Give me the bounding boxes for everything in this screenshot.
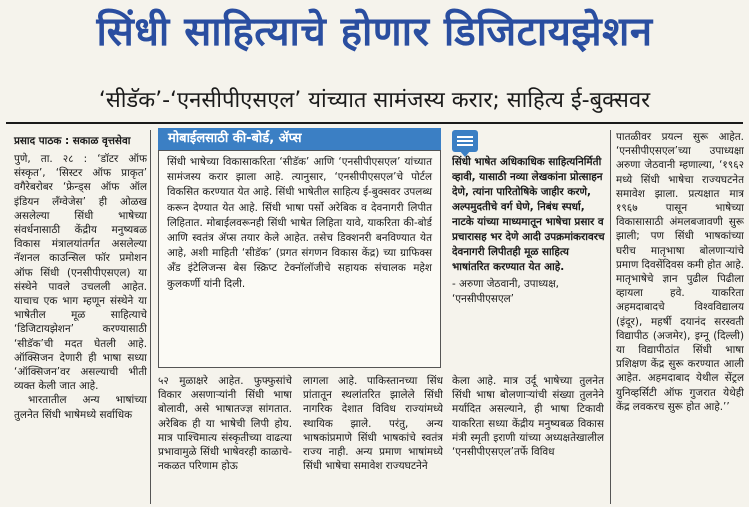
column-divider: [150, 130, 151, 504]
pull-quote-text: सिंधी भाषेत अधिकाधिक साहित्यनिर्मिती व्हावी, यासाठी नव्या लेखकांना प्रोत्साहन देणे, त्यांना पारितोषिके जाहीर करणे, अल्पमुदतीचे वर्ग घेणे, निबंध स्पर्धा, नाटके यांच्या माध्यमातून भाषेचा प्रसार व प्रचारासह भर देणे आदी उपक्रमांकरावरच देवनागरी लिपीतही मूळ साहित्य भाषांतरित करण्यात येत आहे.: [452, 156, 605, 273]
subheadline: ‘सीडॅक’-‘एनसीपीएसएल’ यांच्यात सामंजस्य करार; साहित्य ई-बुक्सवर: [98, 88, 651, 113]
byline: प्रसाद पाठक : सकाळ वृत्तसेवा: [14, 135, 131, 147]
column-1-paragraph-2: भारतातील अन्य भाषांच्या तुलनेत सिंधी भाषेमध्ये सर्वाधिक: [14, 394, 147, 421]
column-3-text: लागला आहे. पाकिस्तानच्या सिंध प्रांतातून स्थलांतरित झालेले सिंधी नागरिक देशात विविध राज्यांमध्ये स्थायिक झाले. परंतु, अन्य भाषकांप्रमाणे सिंधी भाषकांचे स्वतंत्र राज्य नाही. अन्य प्रमाण भाषांमध्ये सिंधी भाषेचा समावेश राज्यघटनेने: [303, 375, 443, 473]
headline-divider: [6, 122, 743, 124]
headline: सिंधी साहित्याचे होणार डिजिटायझेशन: [96, 9, 653, 55]
pull-quote-attribution: - अरुणा जेठवानी, उपाध्यक्ष, ‘एनसीपीएसएल’: [452, 278, 559, 305]
pull-quote: [452, 133, 606, 363]
column-3: [303, 374, 443, 504]
column-5: [616, 130, 744, 504]
column-1-paragraph-1: पुणे, ता. २८ : ‘डॉटर ऑफ संस्कृत’, ‘सिस्टर ऑफ प्राकृत’ वगैरेबरोबर ‘फ्रेन्ड्स ऑफ ऑल इंडियन लॅंग्वेजेस’ ही ओळख असलेल्या सिंधी भाषेच्या संवर्धनासाठी केंद्रीय मनुष्यबळ विकास मंत्रालयांतर्गत असलेल्या नॅशनल काउन्सिल फॉर प्रमोशन ऑफ सिंधी (एनसीपीएसएल) या संस्थेने पावले उचलली आहेत. याचाच एक भाग म्हणून संस्थेने या भाषेतील मूळ साहित्याचे ‘डिजिटायझेशन’ करण्यासाठी ‘सीडॅक’ची मदत घेतली आहे. ऑक्सिजन देणारी ही भाषा सध्या ‘ऑक्सिजन’वर असल्याची भीती व्यक्त केली जात आहे.: [14, 153, 147, 393]
column-2: [158, 374, 292, 504]
column-4: [452, 374, 604, 504]
column-2-text: ५२ मुळाक्षरे आहेत. फुफ्फुसांचे विकार असणाऱ्यांनी सिंधी भाषा बोलावी, असे भाषातज्ज्ञ सांगतात. अरेबिक ही या भाषेची लिपी होय. मात्र पाश्चिमात्य संस्कृतीच्या वाढत्या प्रभावामुळे सिंधी भाषेवरही काळाचे-नकळत परिणाम होऊ: [158, 375, 292, 473]
sidebar-box-title: मोबाईलसाठी की-बोर्ड, ॲप्स: [158, 128, 441, 150]
column-5-text: पातळीवर प्रयत्न सुरू आहेत. ‘एनसीपीएसएल’च्या उपाध्यक्षा अरुणा जेठवानी म्हणाल्या, ‘१९६२ मध्ये सिंधी भाषेचा राज्यघटनेत समावेश झाला. प्रत्यक्षात मात्र १९६७ पासून भाषेच्या विकासासाठी अंमलबजावणी सुरू झाली; पण सिंधी भाषकांच्या घरीच मातृभाषा बोलणाऱ्यांचे प्रमाण दिवसेंदिवस कमी होत आहे. मातृभाषेचे ज्ञान पुढील पिढीला व्हायला हवे. याकरिता अहमदाबादचे विश्‍वविद्यालय (इंदूर), महर्षी दयानंद सरस्वती विद्यापीठ (अजमेर), इग्नू (दिल्ली) या विद्यापीठांत सिंधी भाषा प्रशिक्षण केंद्र सुरू करण्यात आली आहेत. अहमदाबाद येथील सेंट्रल युनिव्हर्सिटी ऑफ गुजरात येथेही केंद्र लवकरच सुरू होत आहे.’’: [616, 131, 744, 413]
sidebar-box-body: सिंधी भाषेच्या विकासाकरिता ‘सीडॅक’ आणि ‘एनसीपीएसएल’ यांच्यात सामंजस्य करार झाला आहे. त्यानुसार, ‘एनसीपीएसएल’चे पोर्टल विकसित करण्यात येत आहे. सिंधी भाषेतील साहित्य ई-बुक्सवर उपलब्ध करून देण्यात येत आहे. सिंधी भाषा पर्सो अरेबिक व देवनागरी लिपीत लिहितात. मोबाईलवरूनही सिंधी भाषेत लिहिता यावे, याकरिता की-बोर्ड आणि स्वतंत्र ॲप्स तयार केले आहेत. तसेच डिक्शनरी बनविण्यात येत आहे, अशी माहिती ‘सीडॅक’ (प्रगत संगणन विकास केंद्र) च्या ग्राफिक्स अँड इंटेलिजन्स बेस स्क्रिप्ट टेक्नॉलॉजीचे सहायक संचालक महेश कुलकर्णी यांनी दिली.: [158, 150, 441, 368]
column-1: [14, 152, 147, 504]
column-divider: [610, 130, 611, 504]
column-4-text: केला आहे. मात्र उर्दू भाषेच्या तुलनेत सिंधी भाषा बोलणाऱ्यांची संख्या तुलनेने मर्यादित असल्याने, ही भाषा टिकावी याकरिता सध्या केंद्रीय मनुष्यबळ विकास मंत्री स्मृती इराणी यांच्या अध्यक्षतेखालील ‘एनसीपीएसएल’तर्फे विविध: [452, 375, 604, 459]
